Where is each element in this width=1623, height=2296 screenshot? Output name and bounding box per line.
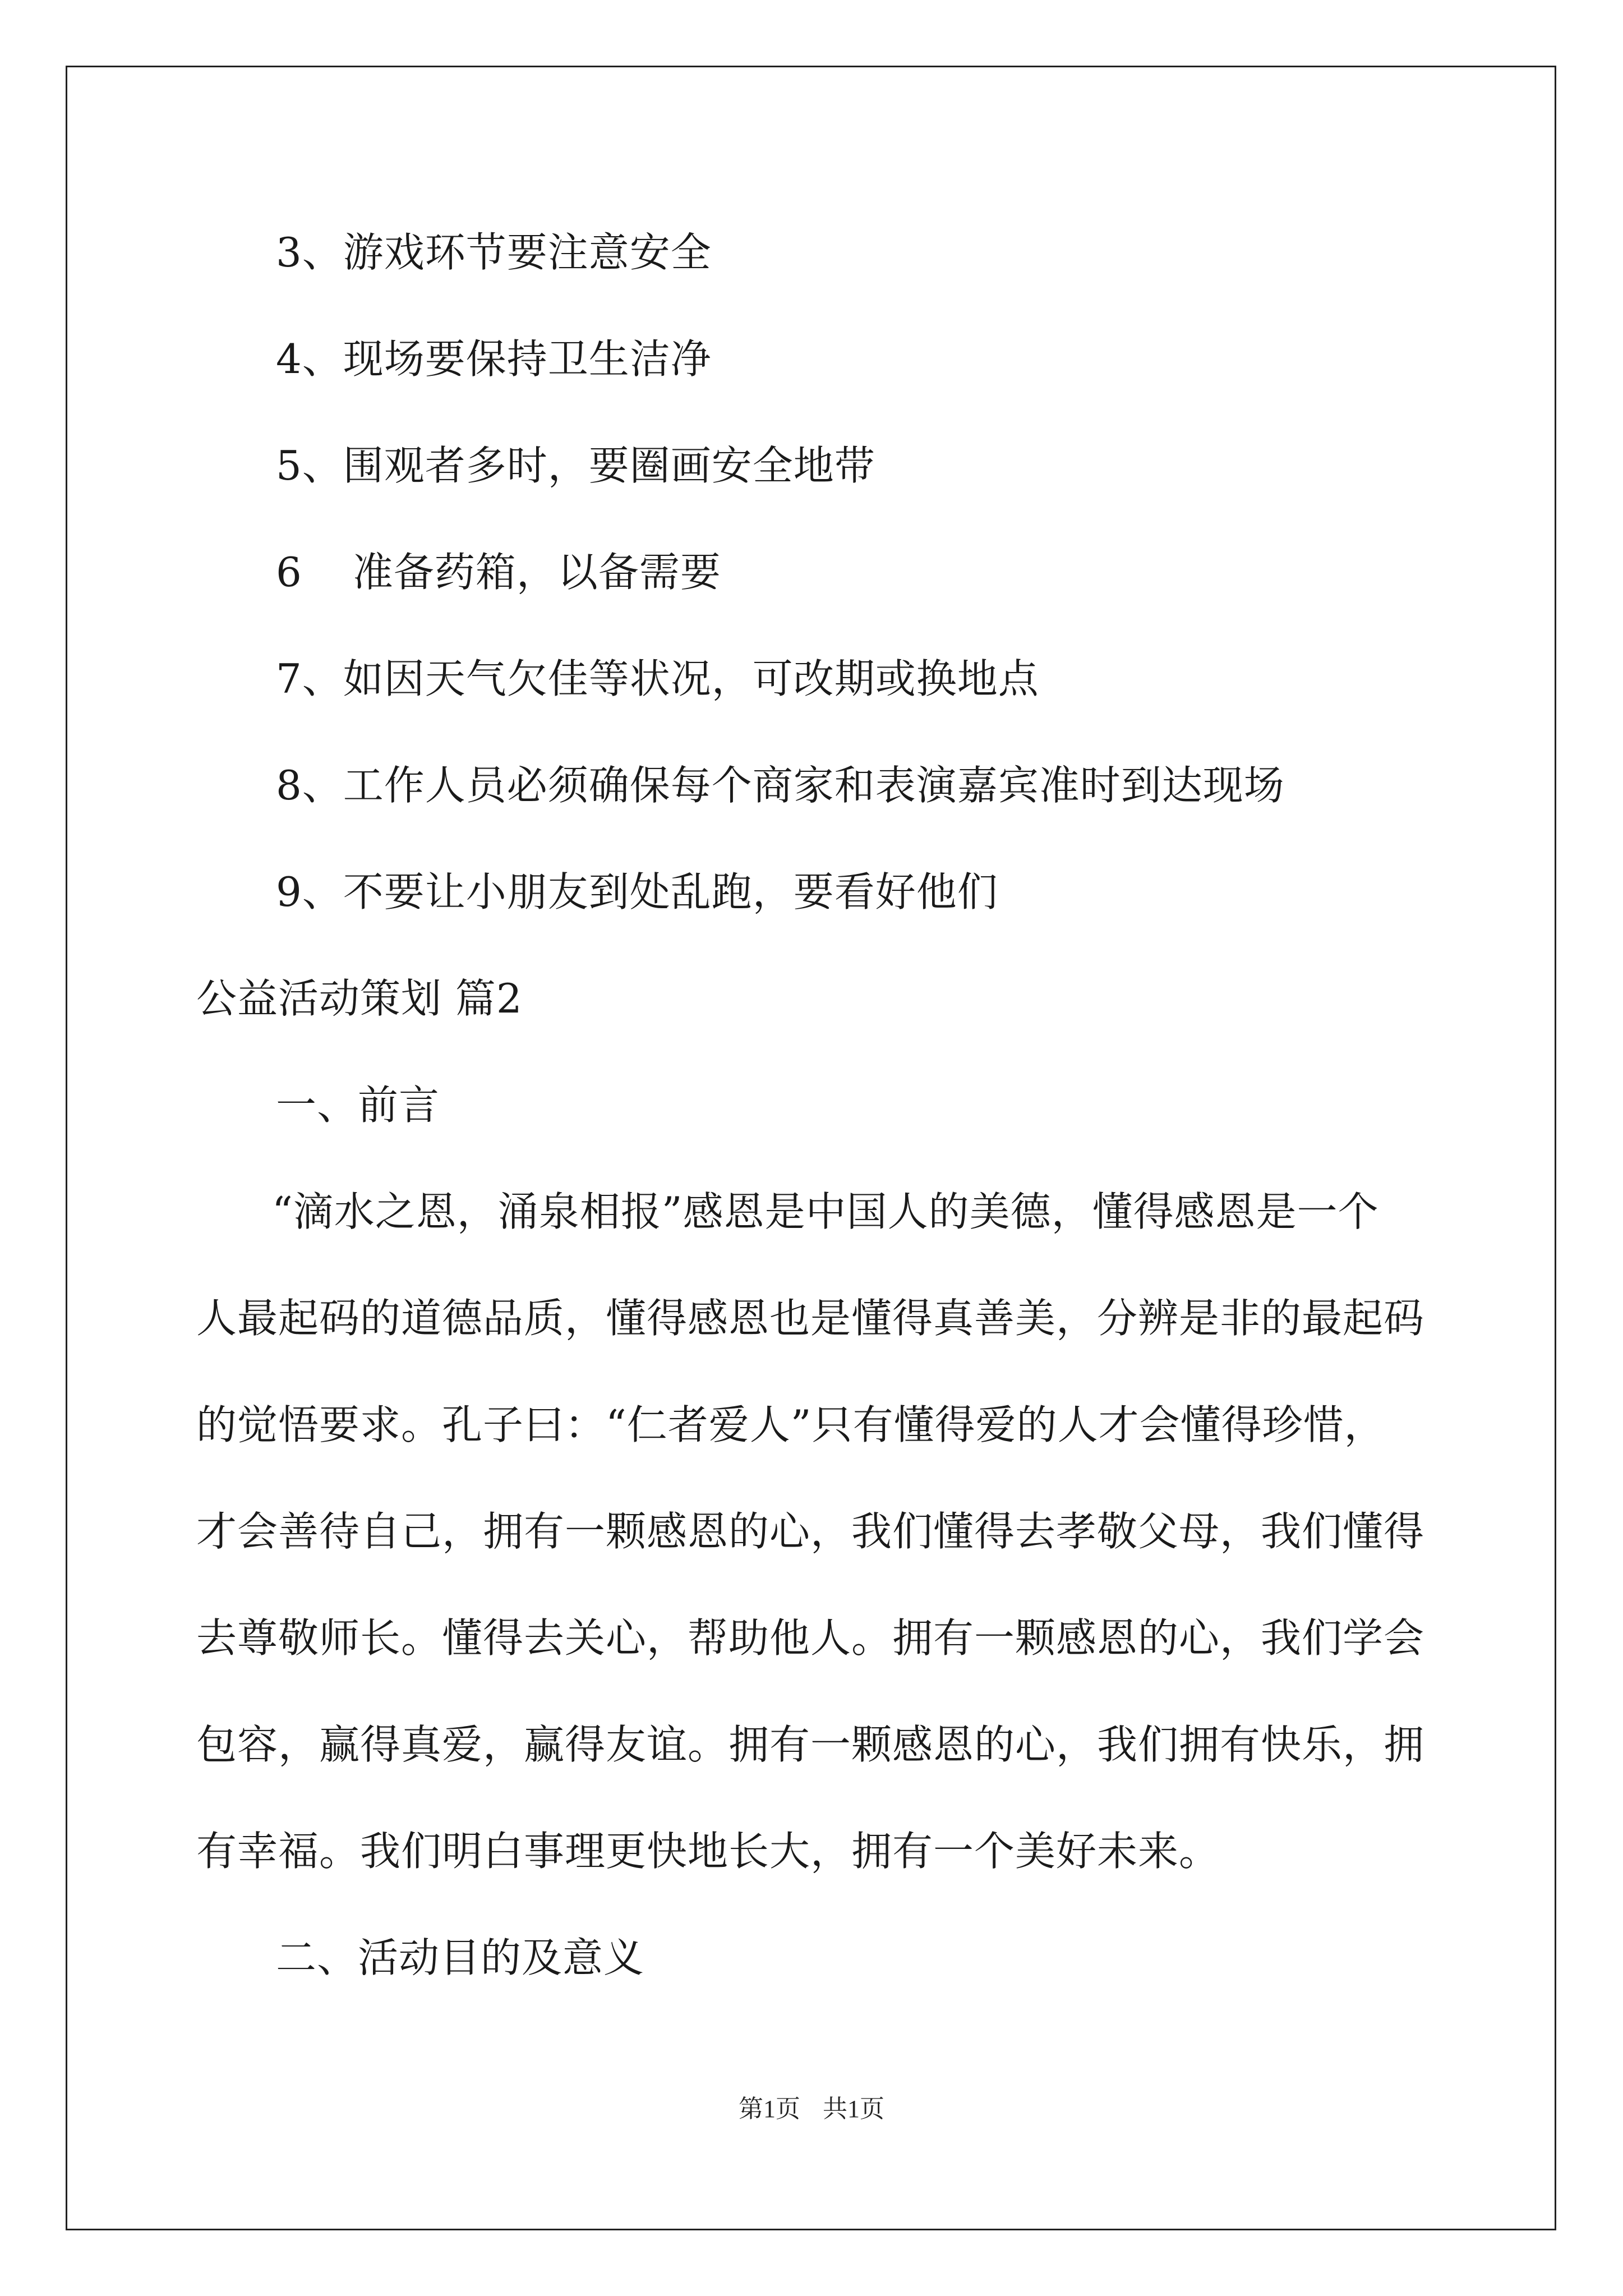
paragraph-line: 去尊敬师长。懂得去关心，帮助他人。拥有一颗感恩的心，我们学会 [196, 1614, 1425, 1662]
page-footer [0, 2092, 1623, 2126]
paragraph-line: 人最起码的道德品质，懂得感恩也是懂得真善美，分辨是非的最起码 [196, 1295, 1425, 1342]
page-number: 第1页 [739, 2095, 800, 2123]
list-item: 7、如因天气欠佳等状况，可改期或换地点 [276, 655, 1039, 702]
section-title: 公益活动策划 篇2 [196, 975, 523, 1022]
list-item: 8、工作人员必须确保每个商家和表演嘉宾准时到达现场 [276, 762, 1285, 809]
page-border [66, 66, 1556, 2230]
paragraph-line: 有幸福。我们明白事理更快地长大，拥有一个美好未来。 [196, 1828, 1220, 1875]
list-item: 3、游戏环节要注意安全 [276, 229, 712, 276]
list-item-number: 6 [276, 549, 302, 596]
list-item: 5、围观者多时，要圈画安全地带 [276, 442, 875, 489]
heading-purpose: 二、活动目的及意义 [276, 1934, 645, 1981]
paragraph-line: “滴水之恩，涌泉相报”感恩是中国人的美德，懂得感恩是一个 [272, 1188, 1379, 1235]
list-item-text: 准备药箱，以备需要 [352, 549, 721, 596]
paragraph-line: 的觉悟要求。孔子曰：“仁者爱人”只有懂得爱的人才会懂得珍惜， [196, 1401, 1385, 1448]
list-item [276, 544, 721, 600]
paragraph-line: 包容，赢得真爱，赢得友谊。拥有一颗感恩的心，我们拥有快乐，拥 [196, 1721, 1425, 1768]
list-item: 9、不要让小朋友到处乱跑，要看好他们 [276, 868, 998, 915]
paragraph-line: 才会善待自己，拥有一颗感恩的心，我们懂得去孝敬父母，我们懂得 [196, 1508, 1425, 1555]
list-item: 4、现场要保持卫生洁净 [276, 335, 712, 383]
page-total: 共1页 [823, 2095, 884, 2123]
heading-preface: 一、前言 [276, 1082, 440, 1129]
